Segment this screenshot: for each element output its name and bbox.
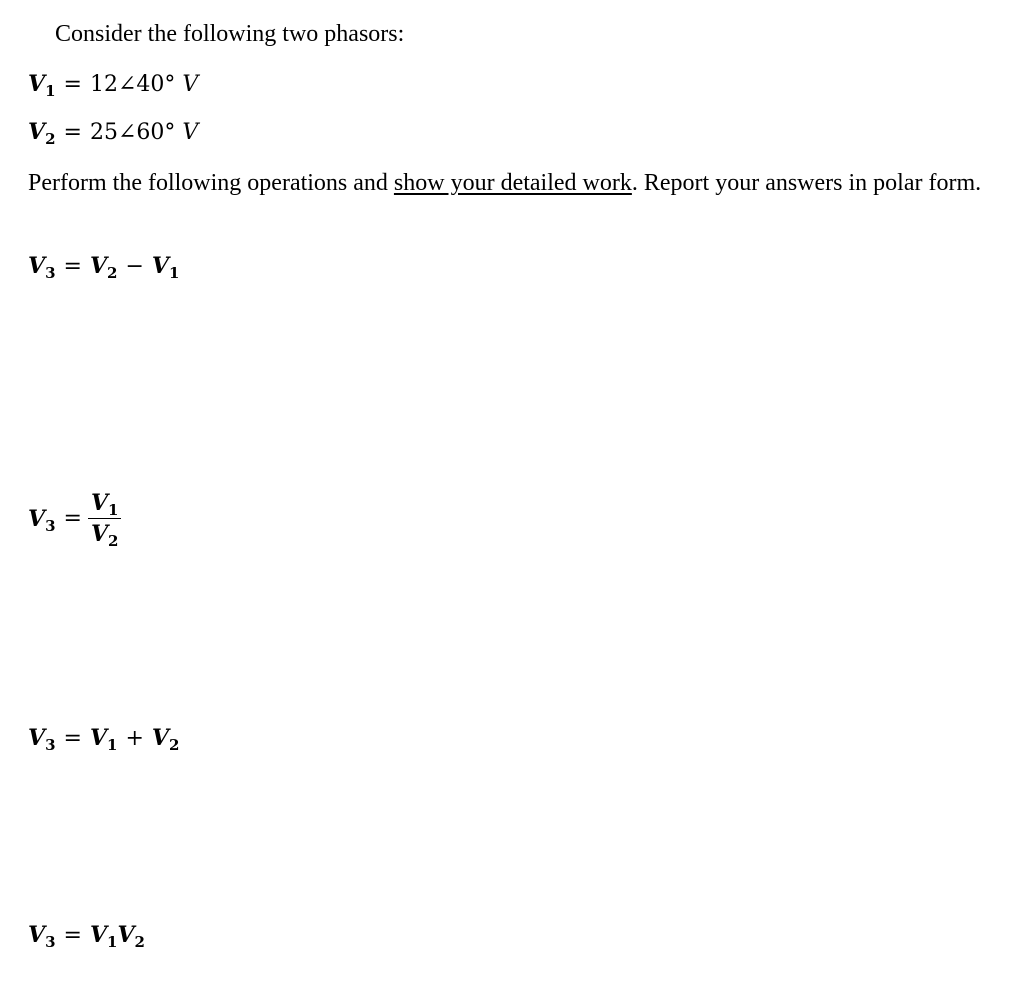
v2-symbol: $V_2$ [151, 725, 180, 754]
plus-operator: + [125, 726, 144, 751]
intro-text: Consider the following two phasors: [55, 21, 405, 47]
phasor-v2-value: 25∠60° [89, 120, 176, 145]
problem-multiplication [28, 920, 145, 951]
phasor-v1-unit: V [182, 72, 199, 97]
v1-symbol: $V_1$ [89, 922, 118, 951]
v3-symbol: $V_3$ [28, 922, 56, 951]
fraction [88, 490, 122, 550]
equals-sign: = [63, 506, 82, 531]
phasor-v2-symbol: $V_2$ [28, 119, 56, 148]
phasor-v2-unit: V [182, 120, 199, 145]
instruction-emphasis: show your detailed work [393, 170, 632, 196]
problem-addition [28, 723, 179, 754]
phasor-v1-value: 12∠40° [89, 72, 176, 97]
fraction-numerator: $V_1$ [88, 490, 122, 519]
instruction-text: Perform the following operations and [28, 170, 394, 196]
problem-division [28, 490, 121, 550]
phasor-v2 [28, 117, 198, 148]
v1-symbol: $V_1$ [89, 725, 118, 754]
instruction-paragraph [28, 168, 998, 199]
equals-sign: = [63, 72, 82, 97]
equals-sign: = [63, 254, 82, 279]
v2-symbol: $V_2$ [89, 253, 118, 282]
v3-symbol: $V_3$ [28, 505, 56, 535]
phasor-v1 [28, 69, 198, 100]
equals-sign: = [63, 726, 82, 751]
instruction-text-end: . Report your answers in polar form. [631, 170, 982, 196]
problem-subtraction [28, 251, 179, 282]
equals-sign: = [63, 120, 82, 145]
v2-symbol: $V_2$ [117, 922, 145, 951]
phasor-v1-symbol: $V_1$ [28, 71, 56, 100]
v3-symbol: $V_3$ [28, 725, 56, 754]
v1-symbol: $V_1$ [151, 253, 180, 282]
fraction-denominator: $V_2$ [90, 521, 119, 550]
v3-symbol: $V_3$ [28, 253, 56, 282]
equals-sign: = [63, 923, 82, 948]
minus-operator: − [125, 254, 144, 279]
